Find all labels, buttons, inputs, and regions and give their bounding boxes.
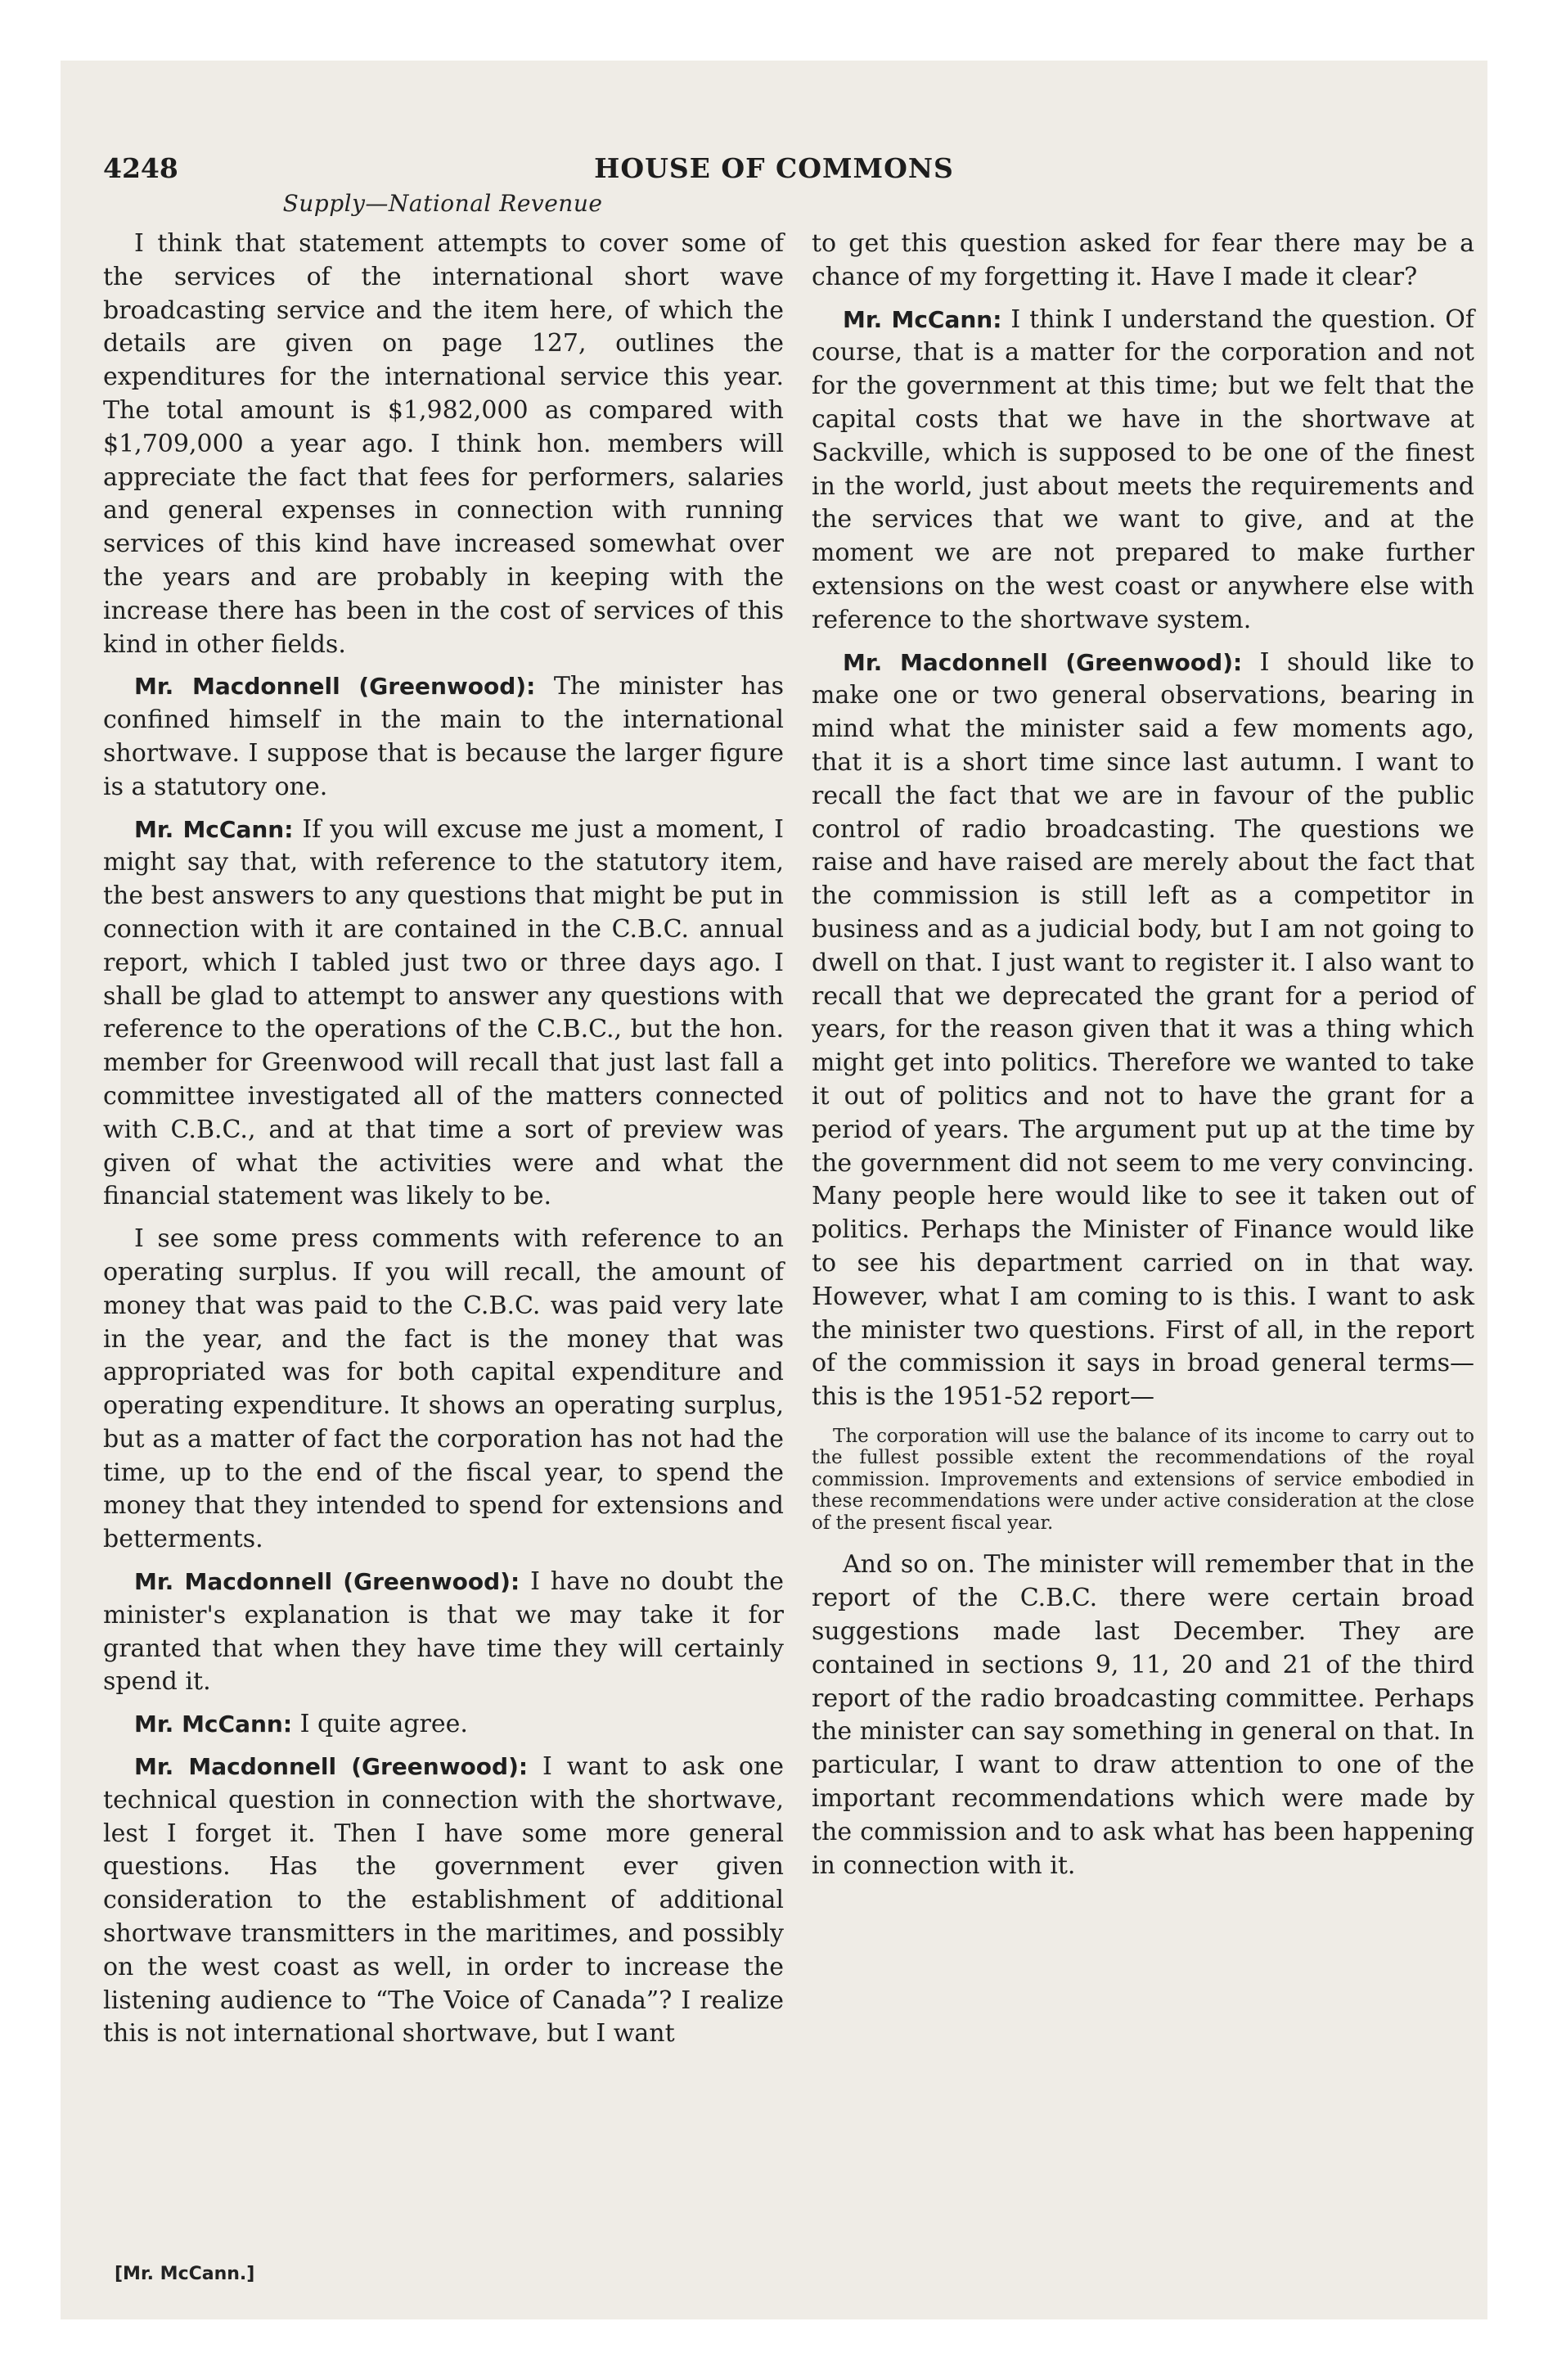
paragraph: Mr. McCann: If you will excuse me just a moment, I might say that, with reference to the statutory item, the best answers to any questions that might be put in connection with it are contained in the C.B.C. annual report, which I tabled just two or three days ago. I shall be glad to attempt to answer any questions with reference to the operations of the C.B.C., but the hon. member for Greenwood will recall that just last fall a committee investigated all of the matters connected with C.B.C., and at that time a sort of preview was given of what the activities were and what the financial statement was likely to be.: [103, 814, 784, 1211]
speaker-name: Mr. McCann:: [134, 1711, 293, 1738]
paragraph: Mr. McCann: I quite agree.: [134, 1710, 468, 1739]
page-header: [103, 152, 1445, 188]
paragraph: Mr. Macdonnell (Greenwood): I should like to make one or two general observations, bearing in mind what the minister said a few moments ago, that it is a short time since last autumn. I want to recall the fact that we are in favour of the public control of radio broadcasting. The questions we raise and have raised are merely about the fact that the commission is still left as a competitor in business and as a judicial body, but I am not going to dwell on that. I just want to register it. I also want to recall that we deprecated the grant for a period of years, for the reason given that it was a thing which might get into politics. Therefore we wanted to take it out of politics and not to have the grant for a period of years. The argument put up at the time by the government did not seem to me very convincing. Many people here would like to see it taken out of politics. Perhaps the Minister of Finance would like to see his department carried on in that way. However, what I am coming to is this. I want to ask the minister two questions. First of all, in the report of the commission it says in broad general terms—this is the 1951-52 report—: [812, 647, 1474, 1412]
paragraph: Mr. McCann: I think I understand the question. Of course, that is a matter for the corporation and not for the government at this time; but we felt that the capital costs that we have in the shortwave at Sackville, which is supposed to be one of the finest in the world, just about meets the requirements and the services that we want to give, and at the moment we are not prepared to make further extensions on the west coast or anywhere else with reference to the shortwave system.: [812, 304, 1474, 634]
speaker-name: Mr. McCann:: [843, 305, 1002, 333]
paragraph: Mr. Macdonnell (Greenwood): The minister has confined himself in the main to the international shortwave. I suppose that is because the larger figure is a statutory one.: [103, 672, 784, 801]
speaker-name: Mr. Macdonnell (Greenwood):: [843, 648, 1243, 676]
block-quotation: The corporation will use the balance of its income to carry out to the fullest possible extent the recommendations of the royal commission. Improvements and extensions of service embodied in these recommendations were under active consideration at the close of the present fiscal year.: [812, 1425, 1474, 1534]
paragraph: to get this question asked for fear there may be a chance of my forgetting it. Have I made it clear?: [812, 229, 1474, 291]
speaker-name: Mr. Macdonnell (Greenwood):: [134, 1568, 520, 1596]
speaker-name: Mr. Macdonnell (Greenwood):: [134, 673, 536, 701]
speaker-name: Mr. Macdonnell (Greenwood):: [134, 1753, 529, 1781]
speaker-name: Mr. McCann:: [134, 815, 294, 843]
paragraph: Mr. Macdonnell (Greenwood): I want to ask one technical question in connection with the shortwave, lest I forget it. Then I have some more general questions. Has the government ever given consideration to the establishment of additional shortwave transmitters in the maritimes, and possibly on the west coast as well, in order to increase the listening audience to “The Voice of Canada”? I realize this is not international shortwave, but I want: [103, 1752, 784, 2049]
right-column: [784, 228, 1474, 1891]
paragraph: And so on. The minister will remember that in the report of the C.B.C. there were certain broad suggestions made last December. They are contained in sections 9, 11, 20 and 21 of the third report of the radio broadcasting committee. Perhaps the minister can say something in general on that. In particular, I want to draw attention to one of the important recommendations which were made by the commission and to ask what has been happening in connection with it.: [812, 1550, 1474, 1880]
page-number: 4248: [103, 152, 178, 184]
paragraph: I see some press comments with reference to an operating surplus. If you will recall, the amount of money that was paid to the C.B.C. was paid very late in the year, and the fact is the money that was appropriated was for both capital expenditure and operating expenditure. It shows an operating surplus, but as a matter of fact the corporation has not had the time, up to the end of the fiscal year, to spend the money that they intended to spend for extensions and betterments.: [103, 1224, 784, 1554]
paragraph: I think that statement attempts to cover some of the services of the international short wave broadcasting service and the item here, of which the details are given on page 127, outlines the expenditures for the international service this year. The total amount is $1,982,000 as compared with $1,709,000 a year ago. I think hon. members will appreciate the fact that fees for performers, salaries and general expenses in connection with running services of this kind have increased somewhat over the years and are probably in keeping with the increase there has been in the cost of services of this kind in other fields.: [103, 229, 784, 659]
running-head: HOUSE OF COMMONS: [594, 152, 954, 184]
page: [61, 61, 1487, 2319]
left-column: [103, 228, 784, 2060]
paragraph: Mr. Macdonnell (Greenwood): I have no doubt the minister's explanation is that we may take it for granted that when they have time they will certainly spend it.: [103, 1567, 784, 1697]
section-subhead: Supply—National Revenue: [282, 190, 603, 217]
footer-speaker-note: [Mr. McCann.]: [115, 2264, 255, 2284]
